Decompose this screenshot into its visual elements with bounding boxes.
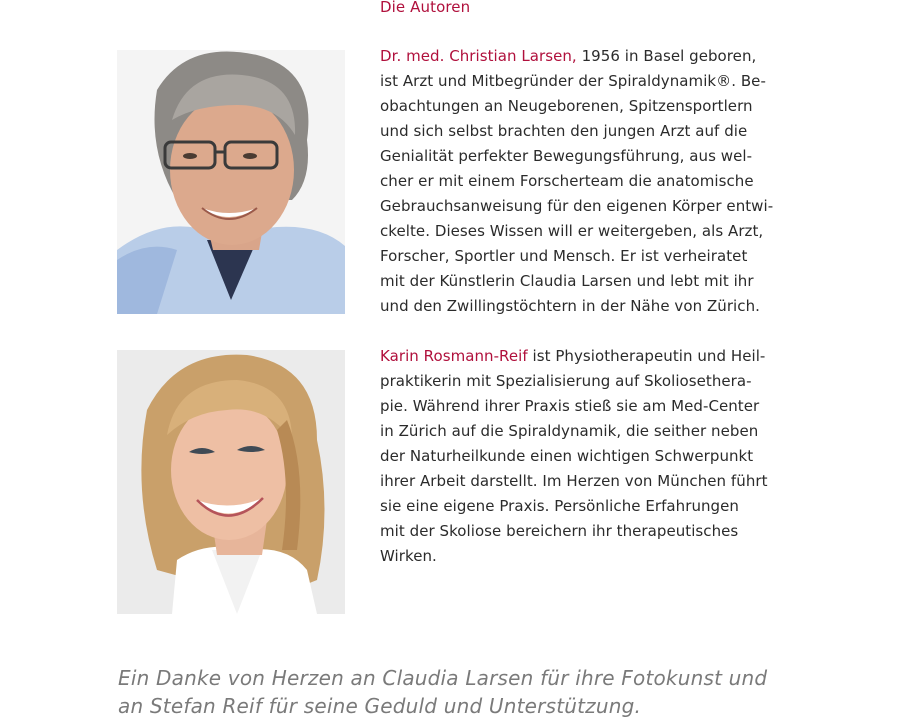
bio-line: mit der Künstlerin Claudia Larsen und lebt mit ihr (380, 272, 754, 290)
bio-line: Forscher, Sportler und Mensch. Er ist verheiratet (380, 247, 748, 265)
author-photo-karin-rosmann-reif (117, 350, 345, 614)
acknowledgement-line: Ein Danke von Herzen an Claudia Larsen für ihre Fotokunst und (118, 666, 768, 690)
bio-line: und sich selbst brachten den jungen Arzt auf die (380, 122, 748, 140)
bio-line: Gebrauchsanweisung für den eigenen Körper entwi- (380, 197, 774, 215)
bio-line: cher er mit einem Forscherteam die anatomische (380, 172, 754, 190)
bio-line: sie eine eigene Praxis. Persönliche Erfahrungen (380, 497, 739, 515)
bio-line: Karin Rosmann-Reif ist Physiotherapeutin und Heil- (380, 347, 766, 365)
author-name: Karin Rosmann-Reif (380, 347, 528, 365)
acknowledgement-text (118, 664, 767, 720)
section-heading: Die Autoren (380, 0, 471, 16)
bio-line: ist Arzt und Mitbegründer der Spiraldynamik®. Be- (380, 72, 766, 90)
bio-line: ihrer Arbeit darstellt. Im Herzen von München führt (380, 472, 768, 490)
bio-line: obachtungen an Neugeborenen, Spitzensportlern (380, 97, 753, 115)
bio-line: Wirken. (380, 547, 437, 565)
author-bio-christian-larsen (380, 44, 800, 319)
bio-line: mit der Skoliose bereichern ihr therapeutisches (380, 522, 739, 540)
author-name: Dr. med. Christian Larsen, (380, 47, 577, 65)
author-bio-karin-rosmann-reif (380, 344, 800, 569)
acknowledgement-line: an Stefan Reif für seine Geduld und Unterstützung. (118, 694, 642, 718)
bio-line: praktikerin mit Spezialisierung auf Skoliosethera- (380, 372, 752, 390)
bio-line: der Naturheilkunde einen wichtigen Schwerpunkt (380, 447, 754, 465)
bio-line: Genialität perfekter Bewegungsführung, aus wel- (380, 147, 753, 165)
bio-line: ckelte. Dieses Wissen will er weitergeben, als Arzt, (380, 222, 764, 240)
bio-line: und den Zwillingstöchtern in der Nähe von Zürich. (380, 297, 760, 315)
author-photo-christian-larsen (117, 50, 345, 314)
bio-line: in Zürich auf die Spiraldynamik, die seither neben (380, 422, 759, 440)
bio-line: pie. Während ihrer Praxis stieß sie am Med-Center (380, 397, 760, 415)
bio-line: Dr. med. Christian Larsen, 1956 in Basel geboren, (380, 47, 757, 65)
